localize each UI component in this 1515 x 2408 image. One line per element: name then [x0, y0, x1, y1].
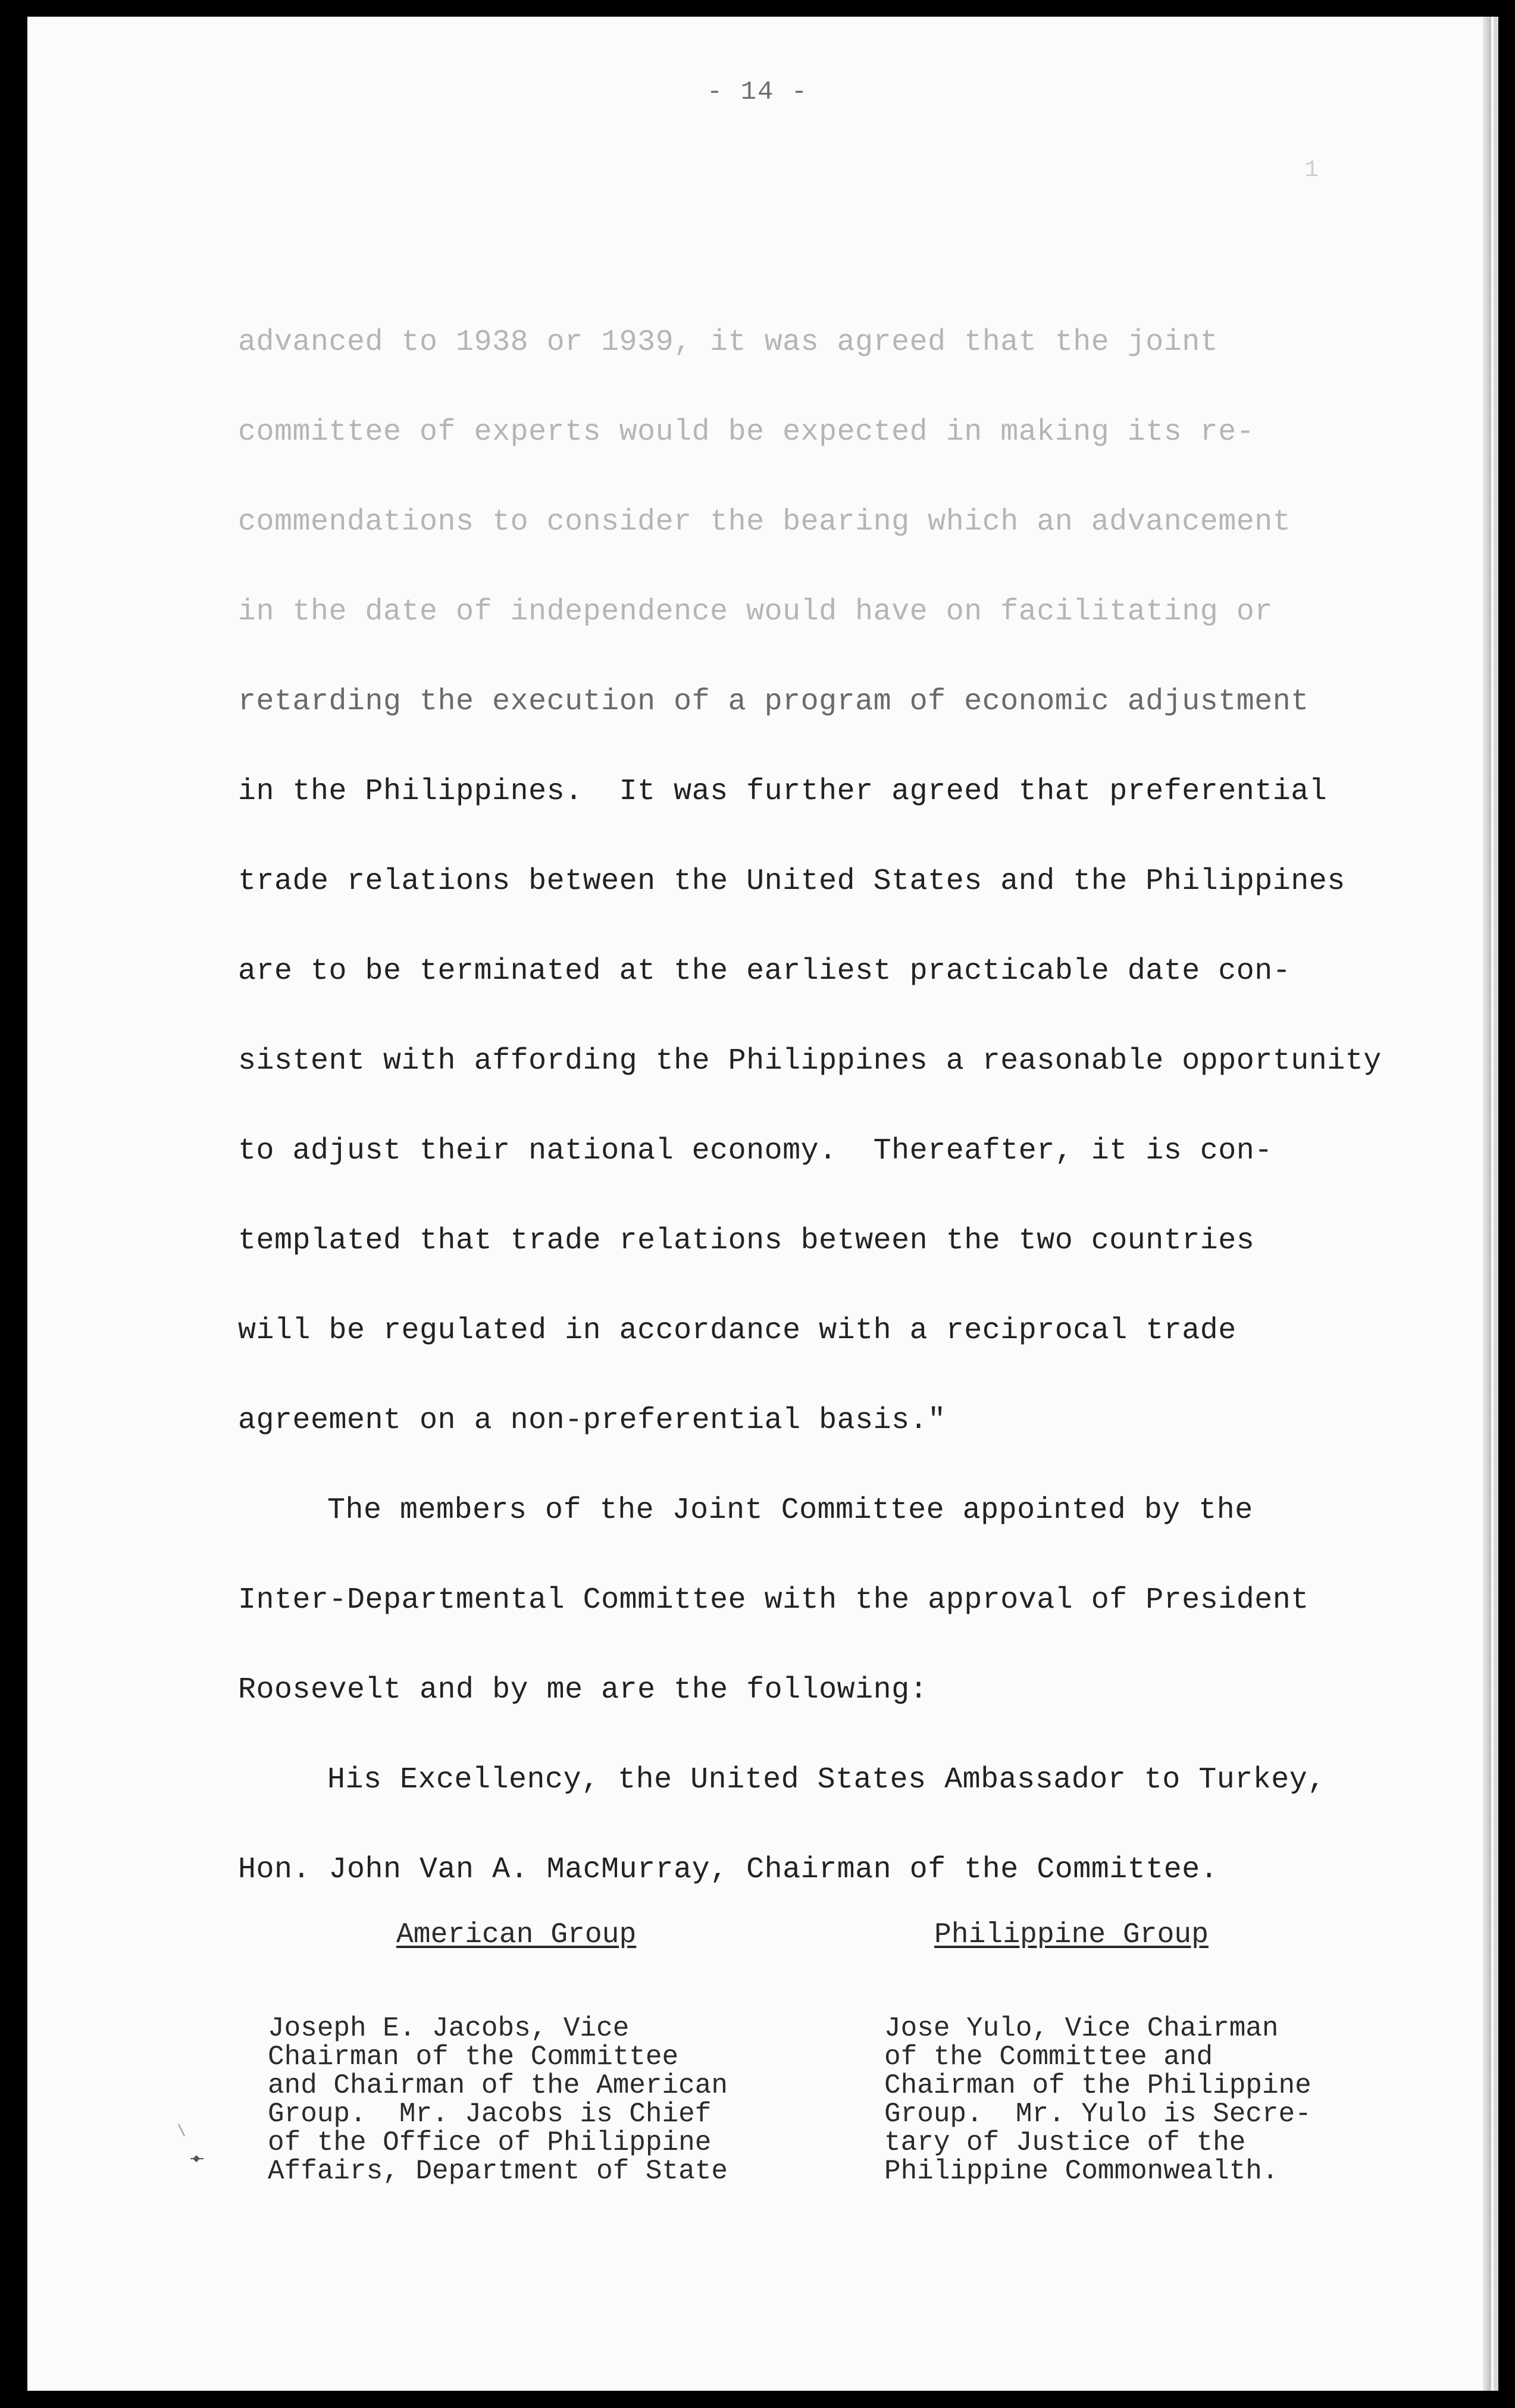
text-line: of the Committee and — [884, 2041, 1213, 2072]
page-number: - 14 - — [706, 77, 809, 107]
paper-edge — [1483, 17, 1491, 2391]
text-line: Inter-Departmental Committee with the approval of President — [238, 1583, 1309, 1617]
corner-mark: 1 — [1304, 157, 1319, 184]
text-line: of the Office of Philippine — [268, 2127, 712, 2158]
text-line: committee of experts would be expected in making its re- — [238, 415, 1255, 449]
american-group-description — [268, 2014, 803, 2185]
text-line: sistent with affording the Philippines a reasonable opportunity — [238, 1044, 1382, 1078]
paragraph-chairman — [238, 1735, 1404, 1915]
text-line: Roosevelt and by me are the following: — [238, 1673, 928, 1707]
text-line: Affairs, Department of State — [268, 2156, 728, 2187]
text-line: The members of the Joint Committee appointed by the — [327, 1493, 1253, 1527]
paragraph-continued-quote — [238, 298, 1404, 1466]
text-line: in the date of independence would have on facilitating or — [238, 595, 1273, 629]
text-line: advanced to 1938 or 1939, it was agreed that the joint — [238, 325, 1219, 359]
text-line: Group. Mr. Jacobs is Chief — [268, 2099, 712, 2130]
text-line: to adjust their national economy. Thereafter, it is con- — [238, 1134, 1273, 1168]
text-line: Chairman of the Philippine — [884, 2070, 1311, 2101]
text-line: Hon. John Van A. MacMurray, Chairman of the Committee. — [238, 1853, 1219, 1887]
text-line: Chairman of the Committee — [268, 2041, 679, 2072]
paragraph-committee-members — [238, 1466, 1404, 1735]
text-line: Joseph E. Jacobs, Vice — [268, 2013, 630, 2044]
text-line: Philippine Commonwealth. — [884, 2156, 1279, 2187]
text-line: trade relations between the United States and the Philippines — [238, 865, 1345, 898]
text-line: retarding the execution of a program of economic adjustment — [238, 685, 1309, 719]
text-line: Jose Yulo, Vice Chairman — [884, 2013, 1279, 2044]
american-group-heading: American Group — [396, 1919, 637, 1951]
scan-speck-marks — [173, 2118, 220, 2194]
text-line: will be regulated in accordance with a reciprocal trade — [238, 1314, 1237, 1348]
text-line: are to be terminated at the earliest practicable date con- — [238, 954, 1291, 988]
text-line: agreement on a non-preferential basis." — [238, 1404, 946, 1438]
text-line: His Excellency, the United States Ambassador to Turkey, — [327, 1763, 1326, 1797]
text-line: Group. Mr. Yulo is Secre- — [884, 2099, 1311, 2130]
text-line: templated that trade relations between the two countries — [238, 1224, 1255, 1258]
philippine-group-heading: Philippine Group — [934, 1919, 1209, 1951]
text-line: and Chairman of the American — [268, 2070, 728, 2101]
speck-icon — [173, 2118, 220, 2190]
philippine-group-description — [884, 2014, 1420, 2185]
text-line: tary of Justice of the — [884, 2127, 1246, 2158]
text-line: commendations to consider the bearing which an advancement — [238, 505, 1291, 539]
text-line: in the Philippines. It was further agreed that preferential — [238, 775, 1328, 809]
document-body — [238, 298, 1404, 1915]
